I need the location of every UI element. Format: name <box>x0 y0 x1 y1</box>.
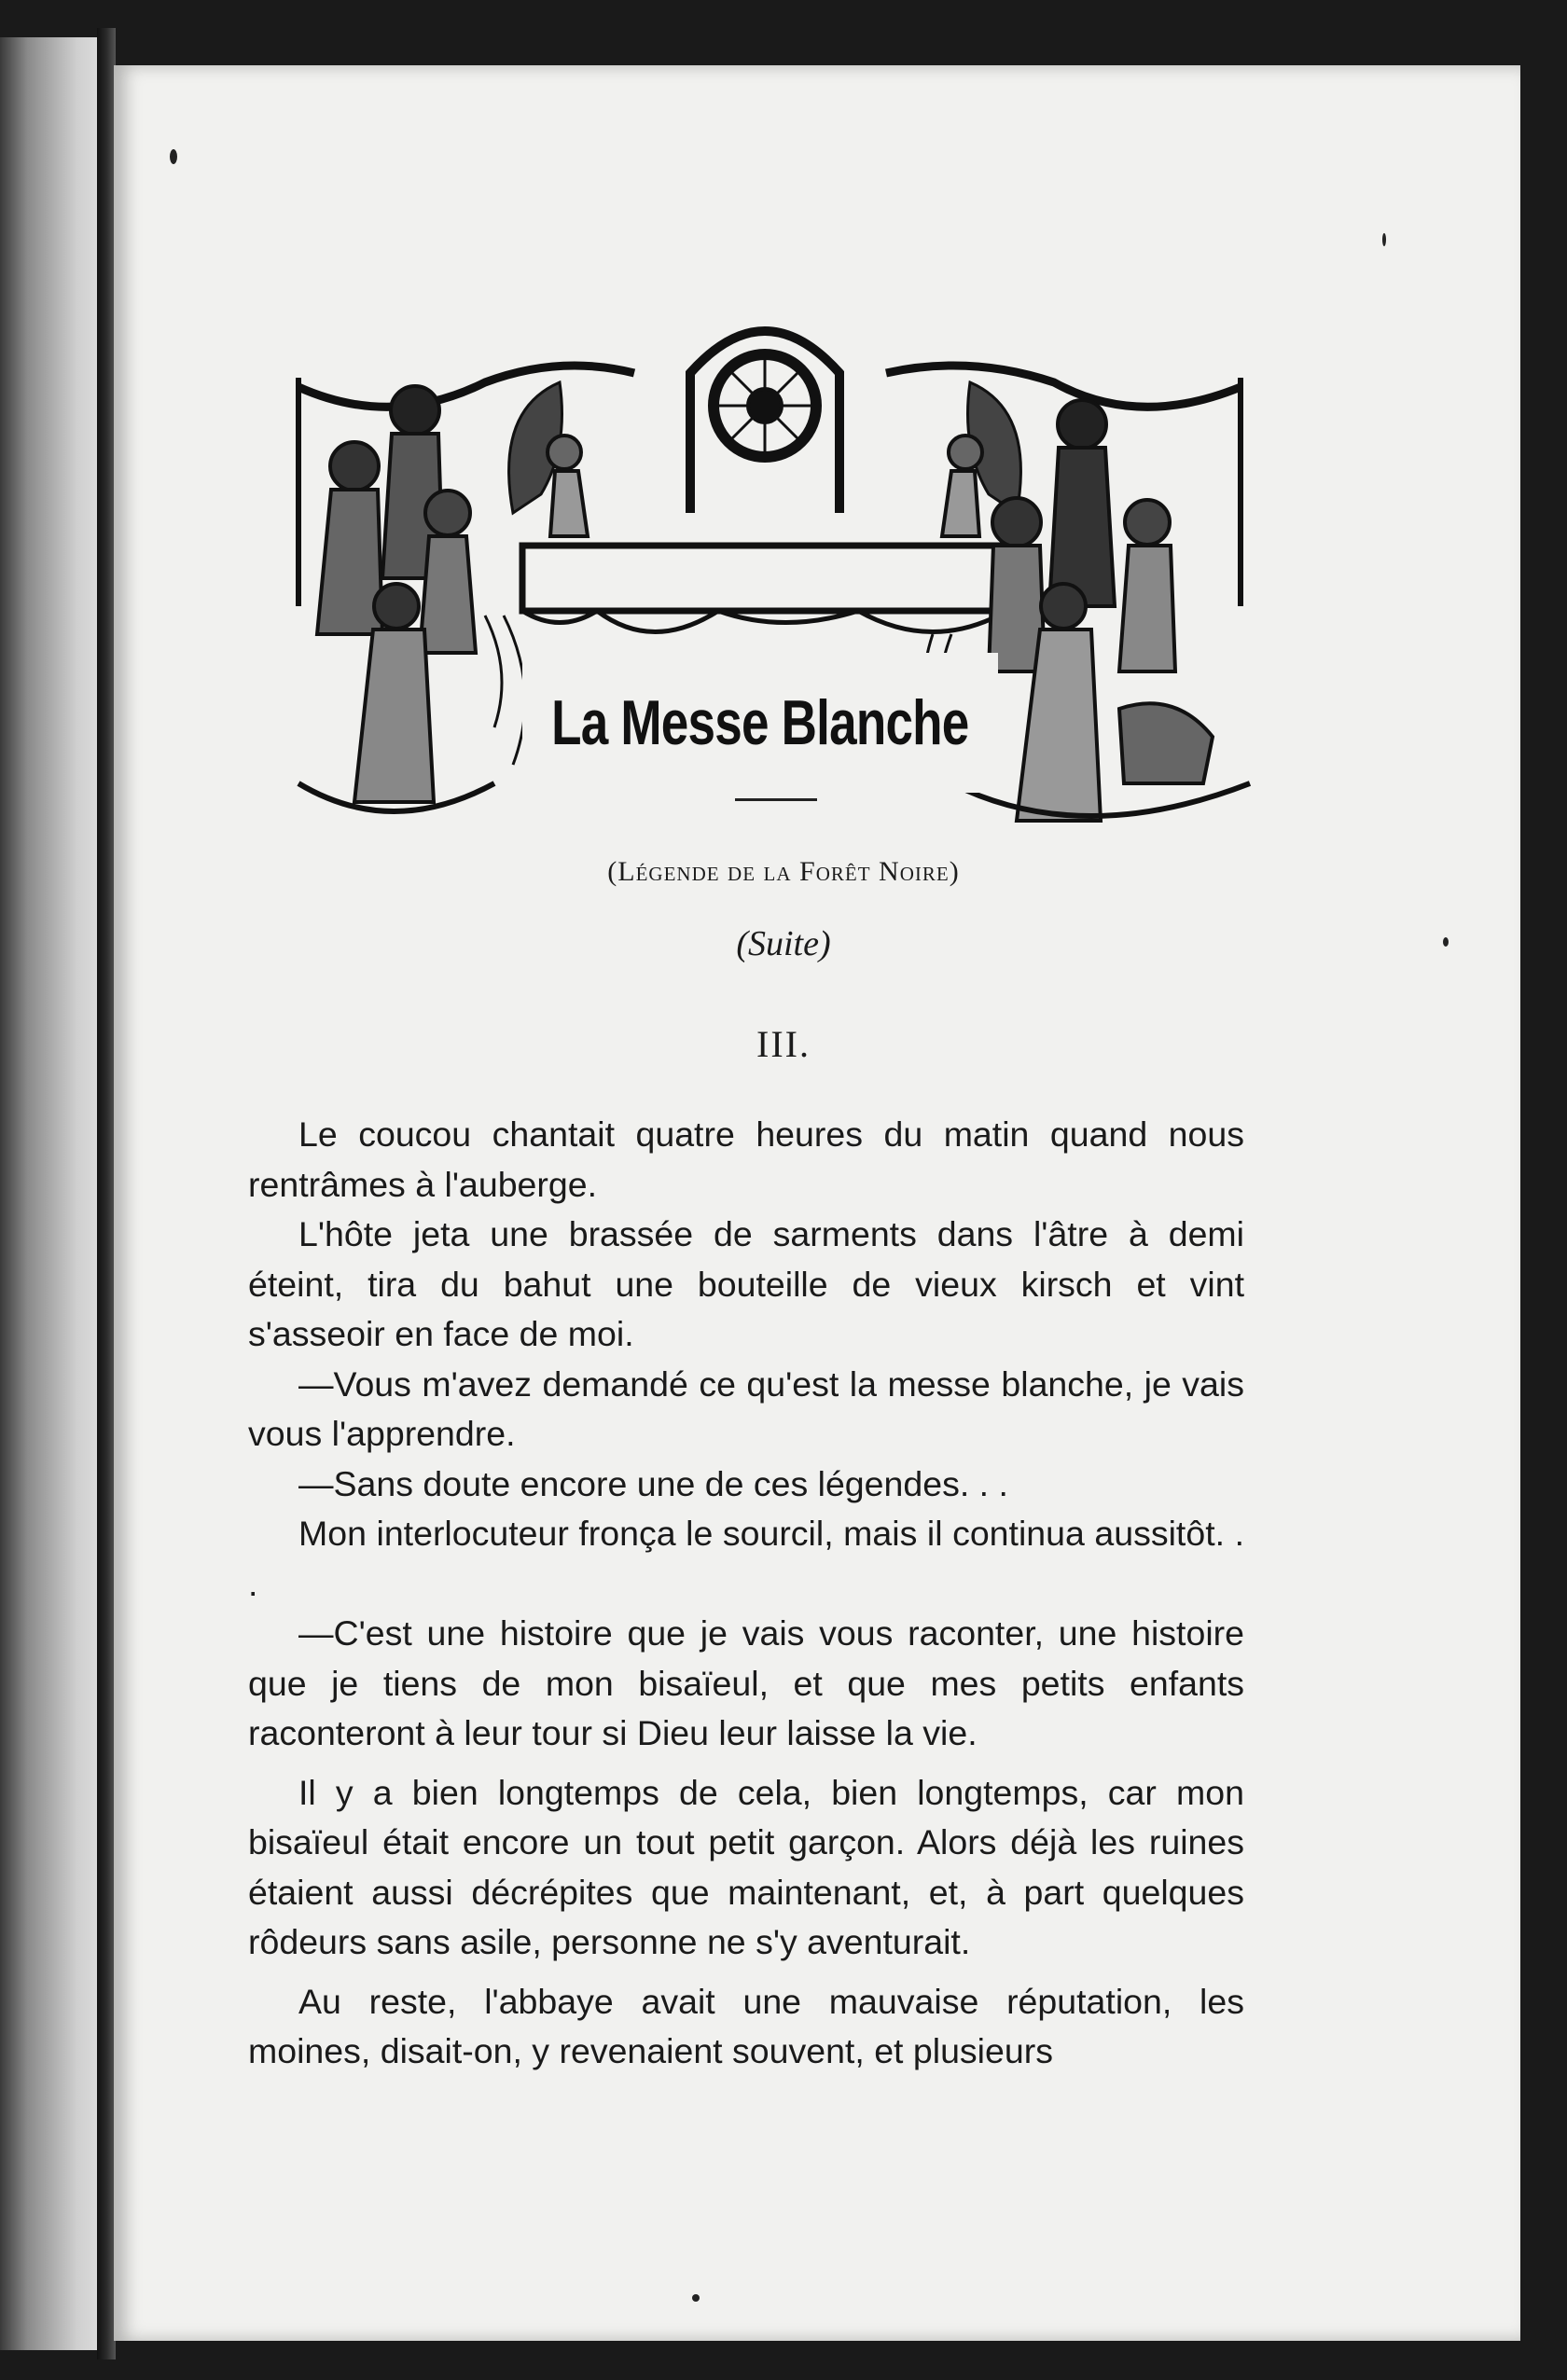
paragraph: Mon interlocuteur fronça le sourcil, mais il continua aussitôt. . . <box>248 1514 1244 1603</box>
previous-page-edge <box>0 37 110 2350</box>
suite-label <box>0 923 1567 964</box>
page-title: La Messe Blanche <box>551 687 969 758</box>
book-gutter <box>97 28 116 2359</box>
paragraph: Le coucou chantait quatre heures du matin quand nous rentrâmes à l'auberge. <box>248 1114 1244 1204</box>
page-speck <box>1382 233 1386 246</box>
paragraph: —Vous m'avez demandé ce qu'est la messe blanche, je vais vous l'apprendre. <box>248 1363 1244 1453</box>
title-banner <box>522 653 998 793</box>
page-speck <box>170 149 177 164</box>
paragraph: —C'est une histoire que je vais vous raconter, une histoire que je tiens de mon bisaïeul, et que mes petits enfants raconteront à leur tour si Dieu leur laisse la vie. <box>248 1613 1244 1752</box>
chapter-number: III. <box>756 1023 811 1065</box>
suite-text: (Suite) <box>736 924 831 963</box>
paragraph: Au reste, l'abbaye avait une mauvaise réputation, les moines, disait-on, y revenaient souvent, et plusieurs <box>248 1981 1244 2070</box>
paragraph: L'hôte jeta une brassée de sarments dans l'âtre à demi éteint, tira du bahut une bouteille de vieux kirsch et vint s'asseoir en face de moi. <box>248 1214 1244 1353</box>
subtitle-text: (Légende de la Forêt Noire) <box>607 856 960 887</box>
paragraph: Il y a bien longtemps de cela, bien longtemps, car mon bisaïeul était encore un tout petit garçon. Alors déjà les ruines étaient aussi décrépites que maintenant, et, à part quelques rôdeurs sans asile, personne ne s'y aventurait. <box>248 1772 1244 1961</box>
subtitle <box>0 856 1567 888</box>
paragraph: —Sans doute encore une de ces légendes. . . <box>298 1463 1008 1503</box>
body-text <box>248 1110 1244 2077</box>
page-speck <box>692 2294 700 2302</box>
title-rule <box>735 798 817 801</box>
